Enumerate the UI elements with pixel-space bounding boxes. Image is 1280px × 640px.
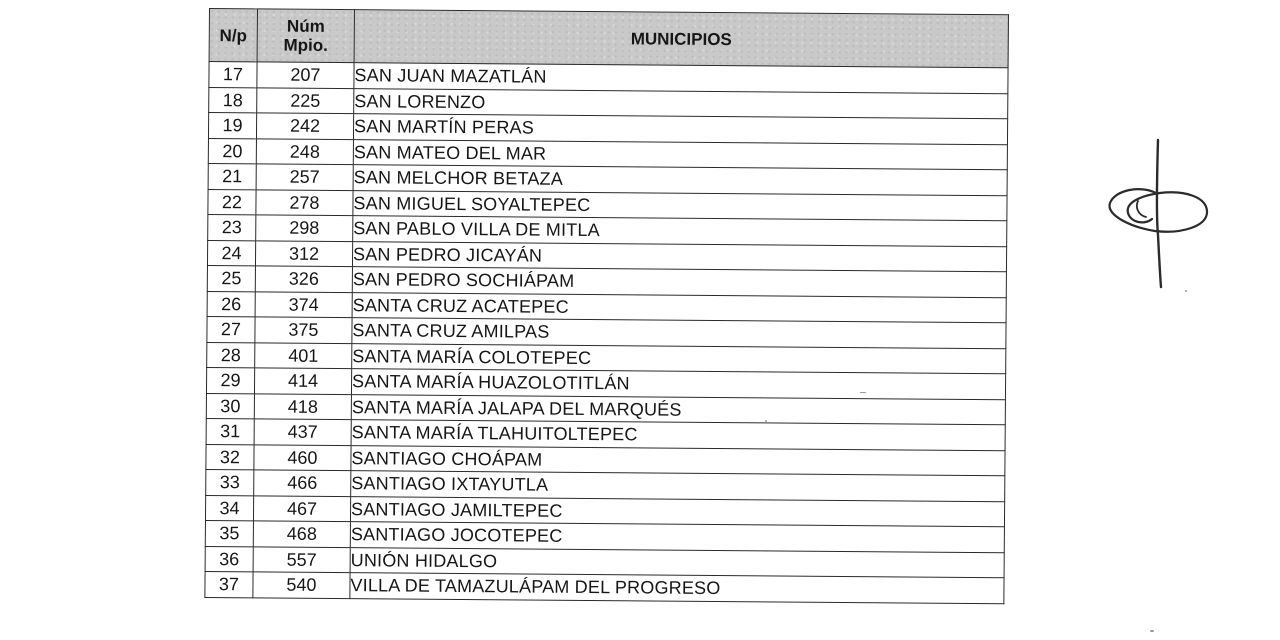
header-num-label-line1: Núm xyxy=(286,16,325,36)
table-body xyxy=(205,62,1008,604)
row-municipio: SANTA MARÍA JALAPA DEL MARQUÉS xyxy=(351,394,1005,425)
table-row xyxy=(205,571,1004,603)
row-municipio: SAN PABLO VILLA DE MITLA xyxy=(353,216,1007,247)
header-municipios xyxy=(354,10,1008,68)
row-municipio: SAN MATEO DEL MAR xyxy=(353,139,1007,170)
row-municipio: SANTA MARÍA COLOTEPEC xyxy=(352,343,1006,374)
row-np: 25 xyxy=(207,265,255,291)
row-num-mpio: 540 xyxy=(253,572,350,598)
row-np: 31 xyxy=(206,418,254,444)
row-np: 34 xyxy=(205,495,253,521)
row-num-mpio: 418 xyxy=(254,393,351,419)
row-municipio: SAN PEDRO SOCHIÁPAM xyxy=(352,267,1006,298)
row-municipio: UNIÓN HIDALGO xyxy=(350,547,1004,578)
row-num-mpio: 437 xyxy=(254,419,351,445)
row-num-mpio: 207 xyxy=(257,62,354,88)
row-municipio: SANTA CRUZ ACATEPEC xyxy=(352,292,1006,323)
speck xyxy=(765,420,767,422)
row-municipio: VILLA DE TAMAZULÁPAM DEL PROGRESO xyxy=(350,573,1004,604)
municipalities-table xyxy=(204,8,1009,604)
row-num-mpio: 460 xyxy=(254,444,351,470)
row-num-mpio: 468 xyxy=(253,521,350,547)
row-num-mpio: 375 xyxy=(255,317,352,343)
row-municipio: SANTIAGO CHOÁPAM xyxy=(351,445,1005,476)
speck xyxy=(1150,630,1154,632)
row-num-mpio: 225 xyxy=(257,87,354,113)
row-municipio: SAN LORENZO xyxy=(354,88,1008,119)
speck xyxy=(860,392,866,393)
row-np: 29 xyxy=(206,367,254,393)
row-np: 33 xyxy=(206,469,254,495)
row-num-mpio: 298 xyxy=(256,215,353,241)
row-np: 21 xyxy=(208,163,256,189)
row-np: 19 xyxy=(208,113,256,139)
row-np: 27 xyxy=(207,316,255,342)
row-municipio: SANTIAGO IXTAYUTLA xyxy=(351,471,1005,502)
row-np: 37 xyxy=(205,571,253,597)
table-header-row xyxy=(209,9,1008,68)
row-np: 18 xyxy=(209,87,257,113)
row-num-mpio: 466 xyxy=(254,470,351,496)
row-np: 35 xyxy=(205,520,253,546)
row-municipio: SANTIAGO JOCOTEPEC xyxy=(350,522,1004,553)
row-np: 17 xyxy=(209,62,257,88)
speck xyxy=(1185,290,1187,292)
row-np: 28 xyxy=(207,342,255,368)
row-num-mpio: 326 xyxy=(255,266,352,292)
row-municipio: SAN PEDRO JICAYÁN xyxy=(352,241,1006,272)
row-num-mpio: 242 xyxy=(256,113,353,139)
row-num-mpio: 278 xyxy=(256,189,353,215)
row-num-mpio: 414 xyxy=(254,368,351,394)
header-np-label: N/p xyxy=(219,25,248,45)
row-municipio: SANTA CRUZ AMILPAS xyxy=(352,318,1006,349)
row-municipio: SAN MARTÍN PERAS xyxy=(353,114,1007,145)
row-np: 20 xyxy=(208,138,256,164)
row-np: 30 xyxy=(206,393,254,419)
row-num-mpio: 312 xyxy=(255,240,352,266)
row-np: 32 xyxy=(206,444,254,470)
row-municipio: SANTIAGO JAMILTEPEC xyxy=(350,496,1004,527)
header-municipios-label: MUNICIPIOS xyxy=(630,28,732,49)
row-municipio: SANTA MARÍA HUAZOLOTITLÁN xyxy=(351,369,1005,400)
header-num-mpio xyxy=(257,9,354,63)
row-np: 24 xyxy=(207,240,255,266)
row-num-mpio: 467 xyxy=(253,495,350,521)
row-np: 22 xyxy=(208,189,256,215)
header-np xyxy=(209,9,257,62)
row-np: 23 xyxy=(208,214,256,240)
row-num-mpio: 401 xyxy=(255,342,352,368)
row-municipio: SAN JUAN MAZATLÁN xyxy=(354,63,1008,94)
row-num-mpio: 248 xyxy=(256,138,353,164)
row-municipio: SAN MIGUEL SOYALTEPEC xyxy=(353,190,1007,221)
row-num-mpio: 257 xyxy=(256,164,353,190)
row-municipio: SAN MELCHOR BETAZA xyxy=(353,165,1007,196)
row-municipio: SANTA MARÍA TLAHUITOLTEPEC xyxy=(351,420,1005,451)
signature-icon xyxy=(1100,135,1220,295)
municipalities-table-wrapper xyxy=(204,8,1009,604)
row-np: 26 xyxy=(207,291,255,317)
row-np: 36 xyxy=(205,546,253,572)
row-num-mpio: 374 xyxy=(255,291,352,317)
header-num-label-line2: Mpio. xyxy=(283,35,328,55)
row-num-mpio: 557 xyxy=(253,546,350,572)
